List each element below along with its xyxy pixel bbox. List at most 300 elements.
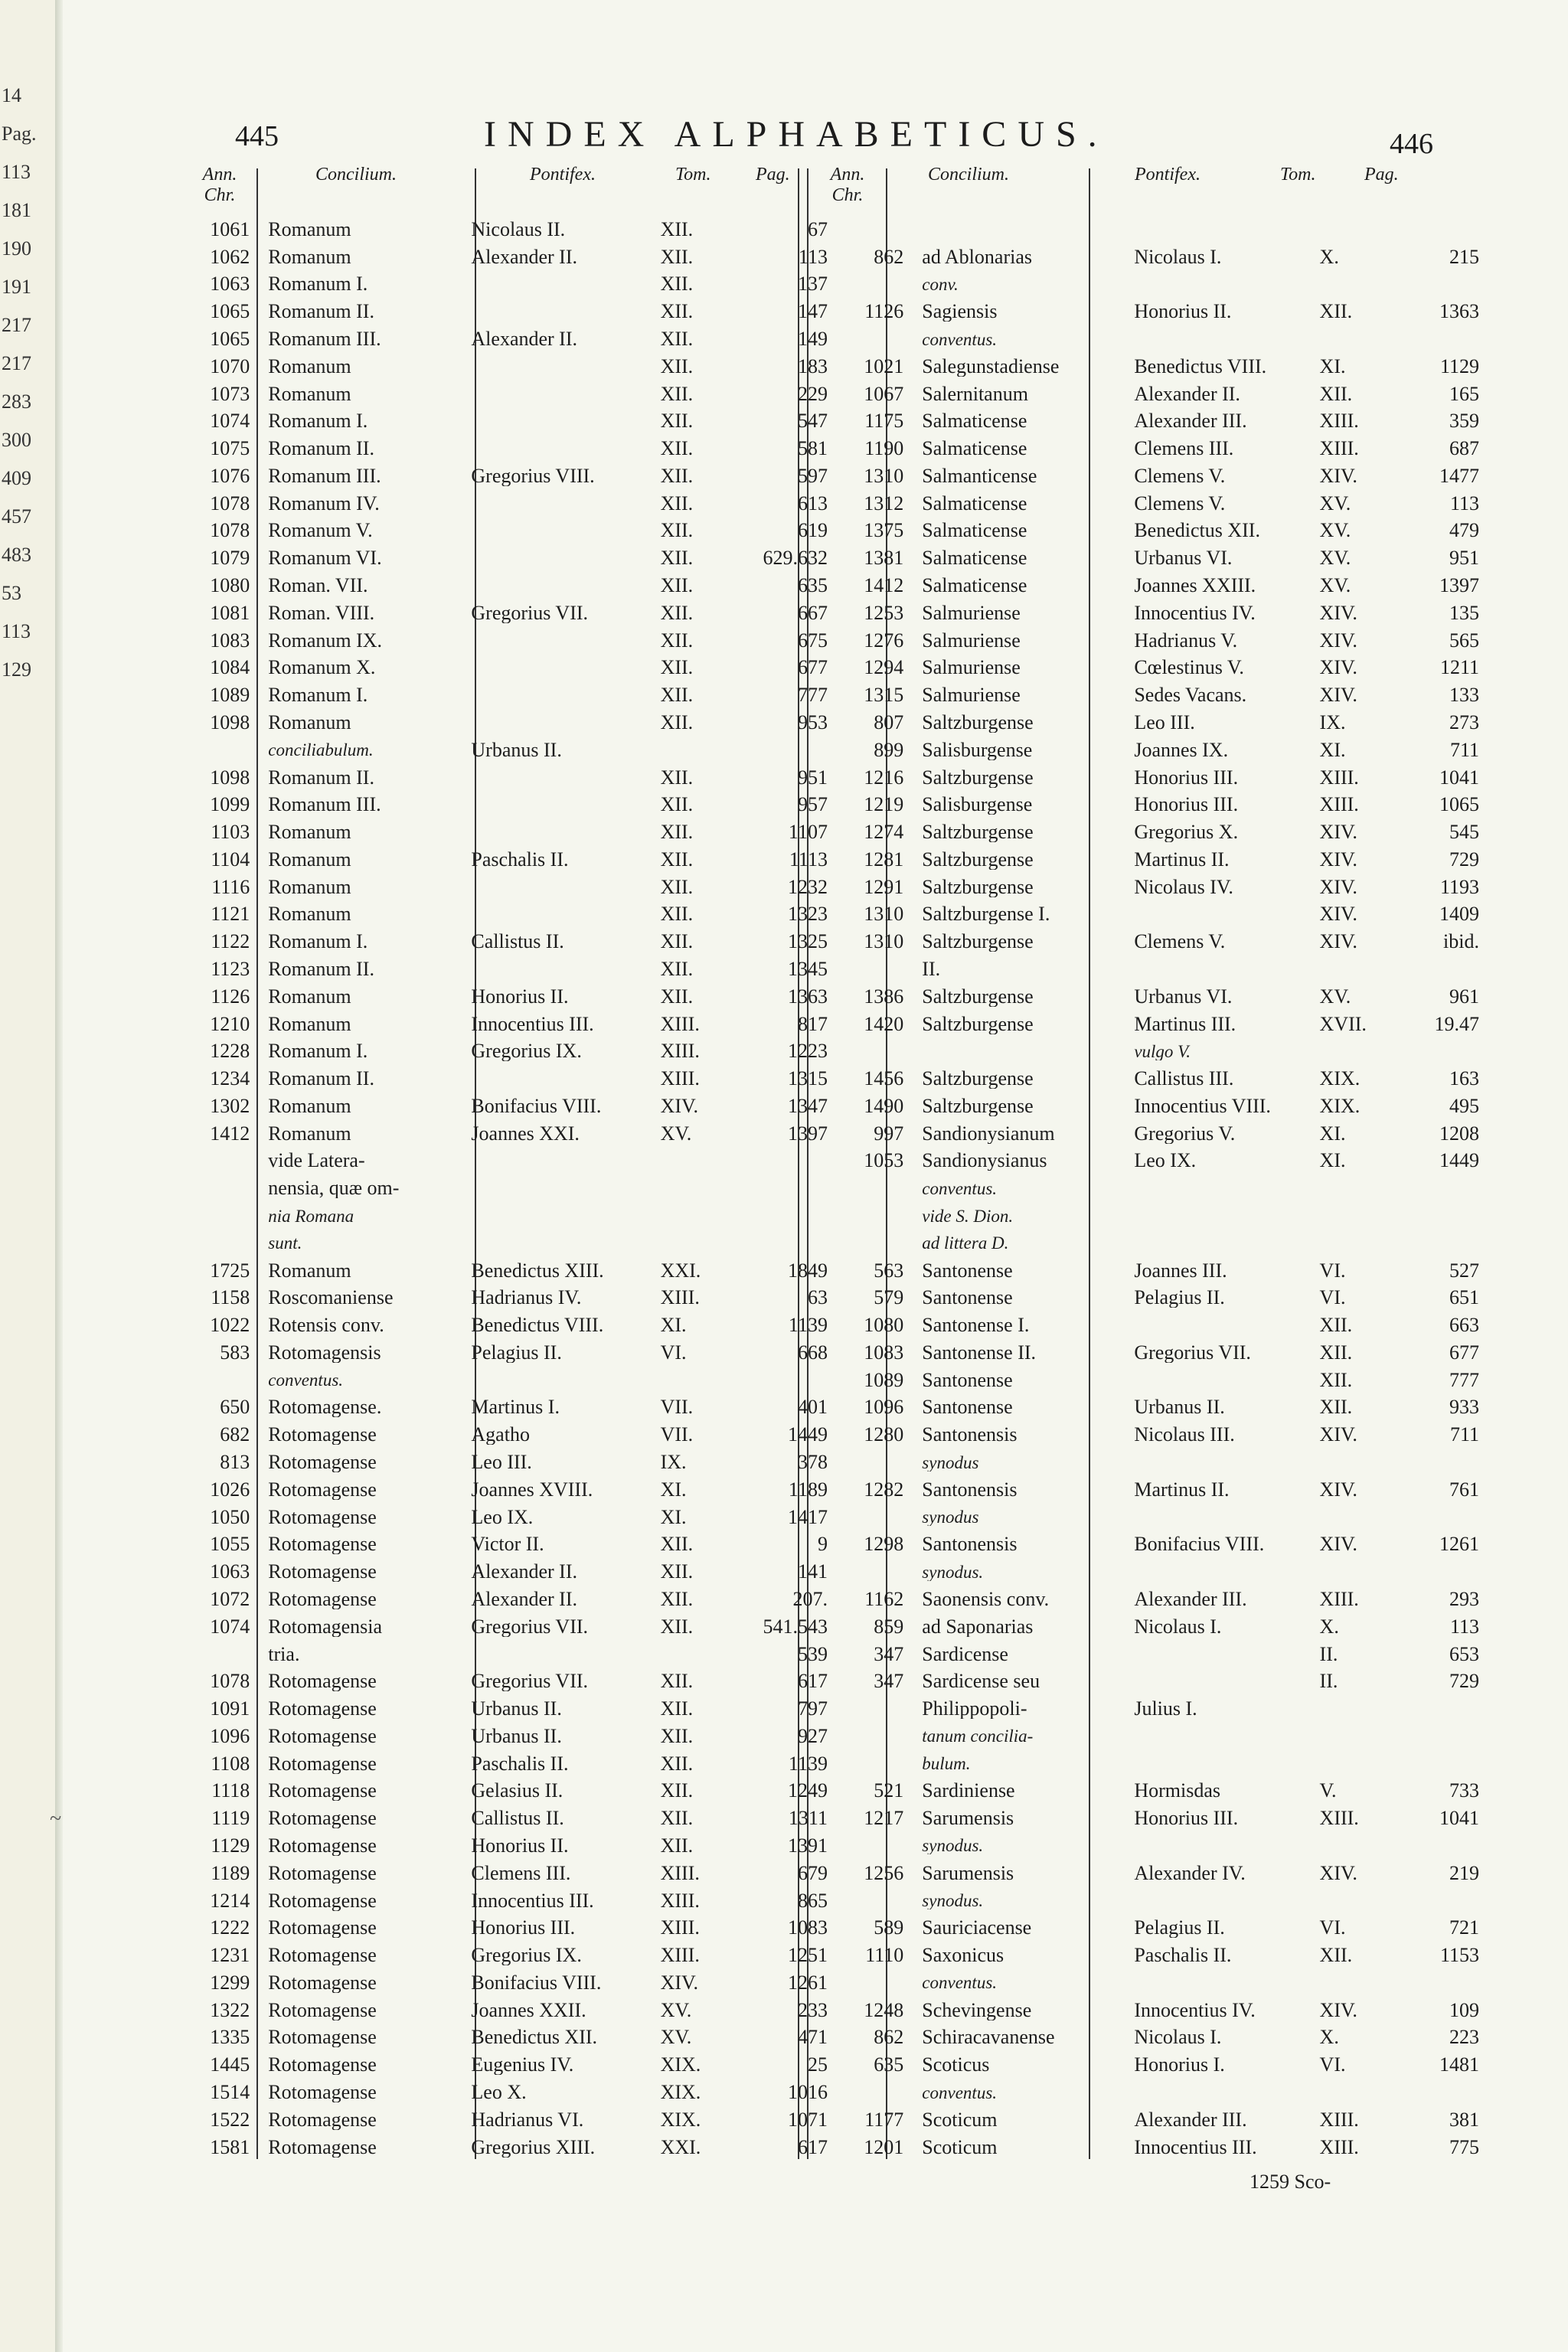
cell-concilium-left: Rotomagense (268, 1479, 377, 1500)
cell-ann-left: 1074 (210, 411, 250, 432)
cell-tom-right: XIV. (1319, 685, 1357, 706)
cell-concilium-left: Romanum (268, 1014, 351, 1034)
cell-ann-left: 1322 (210, 2000, 250, 2020)
cell-concilium-right: Saltzburgense (922, 1096, 1034, 1116)
cell-ann-right: 1201 (864, 2137, 904, 2158)
cell-concilium-left: Roman. VII. (268, 576, 368, 596)
col-head-pag-right: Pag. (1364, 165, 1399, 185)
index-row (178, 1695, 1479, 1723)
cell-tom-left: XII. (660, 685, 694, 706)
cell-concilium-left: Romanum II. (268, 767, 374, 788)
cell-concilium-right: Saltzburgense (922, 877, 1034, 897)
cell-concilium-left: Romanum II. (268, 1069, 374, 1089)
cell-concilium-left: conventus. (268, 1371, 344, 1390)
cell-concilium-right: Sardicense (922, 1644, 1008, 1664)
cell-concilium-right: Saxonicus (922, 1945, 1004, 1966)
index-row (178, 874, 1479, 901)
cell-tom-right: XIV. (1319, 1863, 1357, 1883)
cell-tom-left: XIV. (660, 1972, 698, 1993)
cell-pag-right: 1211 (1439, 658, 1479, 678)
cell-pontifex-left: Clemens III. (471, 1863, 571, 1883)
cell-pontifex-left: Bonifacius VIII. (471, 1972, 602, 1993)
index-row (178, 818, 1479, 846)
cell-ann-right: 1177 (864, 2109, 904, 2130)
cell-pag-left: 1347 (787, 1096, 828, 1116)
cell-concilium-right: Santonensis (922, 1479, 1018, 1500)
cell-ann-left: 1078 (210, 1671, 250, 1692)
cell-pag-left: 1849 (787, 1260, 828, 1281)
cell-concilium-right: Santonense (922, 1260, 1013, 1281)
cell-concilium-right: Saltzburgense (922, 712, 1034, 733)
cell-tom-left: XI. (660, 1507, 687, 1527)
cell-pag-left: 378 (797, 1452, 828, 1473)
cell-concilium-right: Salmaticense (922, 521, 1027, 541)
cell-concilium-left: Rotomagense (268, 1918, 377, 1939)
cell-tom-right: XIX. (1319, 1069, 1361, 1089)
cell-pontifex-left: Paschalis II. (471, 849, 569, 870)
cell-pontifex-right: Honorius III. (1134, 767, 1239, 788)
cell-pag-left: 668 (797, 1342, 828, 1363)
cell-pontifex-left: Leo IX. (471, 1507, 534, 1527)
cell-ann-left: 1228 (210, 1041, 250, 1062)
cell-concilium-right: Saltzburgense (922, 849, 1034, 870)
cell-pag-left: 957 (797, 795, 828, 815)
cell-pontifex-left: Hadrianus VI. (471, 2109, 584, 2130)
cell-tom-left: XV. (660, 2000, 692, 2020)
cell-ann-right: 1067 (864, 384, 904, 404)
cell-pontifex-right: Honorius I. (1134, 2055, 1225, 2076)
cell-pontifex-left: Honorius II. (471, 1835, 569, 1856)
cell-ann-right: 563 (874, 1260, 904, 1281)
cell-ann-left: 1129 (211, 1835, 250, 1856)
cell-pontifex-right: Joannes III. (1134, 1260, 1227, 1281)
cell-pontifex-left: Bonifacius VIII. (471, 1096, 602, 1116)
cell-tom-right: VI. (1319, 1260, 1346, 1281)
cell-pag-right: 19.47 (1434, 1014, 1479, 1034)
prev-page-number: 113 (2, 161, 31, 183)
cell-ann-left: 1214 (210, 1890, 250, 1911)
cell-pontifex-right: Paschalis II. (1134, 1945, 1232, 1966)
cell-pag-left: 233 (797, 2000, 828, 2020)
cell-ann-left: 1063 (210, 1562, 250, 1583)
cell-pag-left: 149 (797, 329, 828, 350)
cell-concilium-right: Sauriciacense (922, 1918, 1032, 1939)
cell-pag-right: 223 (1449, 2027, 1479, 2048)
cell-tom-left: XII. (660, 493, 694, 514)
cell-pontifex-right: Innocentius IV. (1134, 603, 1256, 623)
cell-concilium-left: Romanum (268, 247, 351, 267)
cell-ann-right: 589 (874, 1918, 904, 1939)
index-row (178, 1805, 1479, 1832)
index-row (178, 1641, 1479, 1668)
cell-tom-right: XIV. (1319, 904, 1357, 925)
cell-tom-left: XII. (660, 356, 694, 377)
cell-concilium-left: Rotomagense (268, 2137, 377, 2158)
cell-pontifex-right: Clemens III. (1134, 439, 1234, 459)
index-row (178, 1750, 1479, 1778)
cell-concilium-right: ad Ablonarias (922, 247, 1032, 267)
cell-pag-right: 495 (1449, 1096, 1479, 1116)
cell-ann-right: 579 (874, 1288, 904, 1308)
cell-pontifex-right: Urbanus VI. (1134, 548, 1233, 569)
cell-pontifex-left: Paschalis II. (471, 1753, 569, 1774)
cell-concilium-left: Rotomagense (268, 1507, 377, 1527)
cell-concilium-left: Romanum I. (268, 411, 368, 432)
cell-ann-left: 1076 (210, 466, 250, 486)
cell-tom-left: XXI. (660, 2137, 701, 2158)
cell-ann-left: 1075 (210, 439, 250, 459)
cell-pontifex-right: Clemens V. (1134, 932, 1226, 952)
cell-tom-left: XII. (660, 767, 694, 788)
cell-concilium-right: Salernitanum (922, 384, 1028, 404)
cell-pag-left: 617 (797, 1671, 828, 1692)
cell-concilium-right: Salmanticense (922, 466, 1037, 486)
cell-pag-right: 113 (1449, 1616, 1479, 1637)
cell-tom-left: XI. (660, 1479, 687, 1500)
index-row (178, 1394, 1479, 1422)
cell-pontifex-right: Alexander III. (1134, 1589, 1247, 1609)
cell-concilium-left: Rotomagensia (268, 1616, 383, 1637)
cell-concilium-right: Schiracavanense (922, 2027, 1055, 2048)
cell-tom-right: XV. (1319, 986, 1351, 1007)
cell-tom-right: XV. (1319, 576, 1351, 596)
cell-pag-left: 1139 (788, 1315, 828, 1336)
cell-concilium-left: Romanum I. (268, 685, 368, 706)
index-row (178, 2024, 1479, 2052)
cell-tom-left: XII. (660, 1616, 694, 1637)
cell-tom-left: XII. (660, 959, 694, 979)
cell-pag-left: 1391 (787, 1835, 828, 1856)
cell-concilium-left: Rotomagense. (268, 1397, 382, 1418)
index-row (178, 627, 1479, 655)
right-page-number: 446 (1390, 128, 1433, 160)
cell-concilium-left: Roscomaniense (268, 1288, 394, 1308)
cell-pontifex-right: Nicolaus IV. (1134, 877, 1233, 897)
cell-tom-right: XIII. (1319, 1589, 1359, 1609)
cell-tom-left: XII. (660, 849, 694, 870)
cell-pontifex-right: Innocentius III. (1134, 2137, 1257, 2158)
cell-pag-left: 1107 (788, 822, 828, 843)
prev-page-number: 409 (2, 467, 31, 489)
cell-pontifex-left: Leo X. (471, 2082, 527, 2103)
cell-ann-left: 1062 (210, 247, 250, 267)
prev-page-number: 181 (2, 199, 31, 221)
cell-tom-left: XII. (660, 219, 694, 240)
cell-pontifex-left: Leo III. (471, 1452, 532, 1473)
cell-tom-right: XII. (1319, 1315, 1353, 1336)
previous-page-edge (0, 0, 55, 2352)
cell-concilium-left: Rotomagense (268, 1562, 377, 1583)
cell-pontifex-left: Urbanus II. (471, 1726, 562, 1746)
cell-pontifex-right: Gregorius VII. (1134, 1342, 1251, 1363)
cell-concilium-right: Scoticum (922, 2109, 998, 2130)
cell-tom-left: XII. (660, 439, 694, 459)
cell-concilium-left: Romanum III. (268, 795, 381, 815)
cell-ann-right: 347 (874, 1644, 904, 1664)
cell-pontifex-right: Nicolaus I. (1134, 2027, 1222, 2048)
cell-concilium-right: Saltzburgense (922, 1069, 1034, 1089)
cell-ann-right: 1298 (864, 1534, 904, 1555)
cell-concilium-right: Santonense II. (922, 1342, 1037, 1363)
cell-pontifex-left: Callistus II. (471, 1808, 564, 1829)
cell-ann-left: 583 (220, 1342, 250, 1363)
cell-concilium-left: Rotomagense (268, 1671, 377, 1692)
index-row (178, 1339, 1479, 1367)
index-row (178, 1558, 1479, 1586)
cell-ann-left: 1078 (210, 521, 250, 541)
cell-concilium-left: Romanum II. (268, 439, 374, 459)
cell-tom-right: XIV. (1319, 630, 1357, 651)
cell-pag-right: 165 (1449, 384, 1479, 404)
cell-tom-right: XI. (1319, 356, 1346, 377)
cell-tom-left: XII. (660, 822, 694, 843)
cell-ann-right: 1110 (865, 1945, 904, 1966)
cell-concilium-left: Romanum (268, 822, 351, 843)
cell-concilium-left: nia Romana (268, 1207, 354, 1225)
cell-tom-right: XIV. (1319, 603, 1357, 623)
cell-pag-right: 687 (1449, 439, 1479, 459)
cell-ann-left: 1084 (210, 658, 250, 678)
cell-pag-right: 653 (1449, 1644, 1479, 1664)
cell-pag-left: 951 (797, 767, 828, 788)
cell-pontifex-right: Innocentius IV. (1134, 2000, 1256, 2020)
cell-concilium-right: Santonense I. (922, 1315, 1030, 1336)
cell-pontifex-right: Gregorius X. (1134, 822, 1239, 843)
cell-pontifex-right: Honorius II. (1134, 302, 1232, 322)
cell-pag-right: 133 (1449, 685, 1479, 706)
cell-concilium-left: Rotomagense (268, 1863, 377, 1883)
cell-pag-right: 219 (1449, 1863, 1479, 1883)
cell-concilium-left: Rotomagensis (268, 1342, 381, 1363)
cell-pag-right: 1041 (1439, 1808, 1479, 1829)
cell-concilium-right: conventus. (922, 2083, 998, 2102)
prev-page-number: 191 (2, 276, 31, 298)
cell-pag-left: 635 (797, 576, 828, 596)
cell-pag-left: 1251 (787, 1945, 828, 1966)
cell-tom-left: XII. (660, 1589, 694, 1609)
cell-tom-left: XIX. (660, 2109, 701, 2130)
index-row (178, 1230, 1479, 1257)
cell-concilium-left: Rotomagense (268, 2027, 377, 2048)
cell-pag-left: 1345 (787, 959, 828, 979)
index-row (178, 599, 1479, 627)
index-row (178, 1449, 1479, 1476)
cell-ann-right: 1126 (864, 302, 904, 322)
cell-pontifex-right: Julius I. (1134, 1699, 1197, 1720)
cell-pag-right: 1153 (1439, 1945, 1479, 1966)
col-head-ann-right: Ann. Chr. (830, 165, 865, 205)
cell-ann-right: 1420 (864, 1014, 904, 1034)
cell-pag-left: 25 (807, 2055, 828, 2076)
cell-pag-left: 953 (797, 712, 828, 733)
cell-concilium-right: Saltzburgense (922, 986, 1034, 1007)
cell-ann-left: 1121 (211, 904, 250, 925)
index-row (178, 1312, 1479, 1339)
cell-pontifex-left: Urbanus II. (471, 1699, 562, 1720)
cell-tom-left: XII. (660, 1835, 694, 1856)
cell-concilium-right: conventus. (922, 330, 998, 348)
cell-tom-left: XII. (660, 904, 694, 925)
cell-pontifex-right: Honorius III. (1134, 795, 1239, 815)
cell-concilium-left: Roman. VIII. (268, 603, 375, 623)
cell-pag-right: 677 (1449, 1342, 1479, 1363)
cell-concilium-right: Salmuriense (922, 603, 1021, 623)
prev-page-number: 300 (2, 429, 31, 451)
cell-ann-right: 862 (874, 2027, 904, 2048)
cell-ann-right: 997 (874, 1123, 904, 1144)
cell-ann-right: 1291 (864, 877, 904, 897)
cell-tom-left: XIII. (660, 1014, 700, 1034)
prev-page-number: 457 (2, 505, 31, 528)
cell-ann-left: 1022 (210, 1315, 250, 1336)
cell-tom-left: XII. (660, 1781, 694, 1802)
cell-pontifex-right: Leo III. (1134, 712, 1195, 733)
index-page (63, 0, 1568, 2352)
cell-pontifex-right: Urbanus VI. (1134, 986, 1233, 1007)
cell-pag-right: 113 (1449, 493, 1479, 514)
cell-pag-right: 1065 (1439, 795, 1479, 815)
prev-page-number: 483 (2, 544, 31, 566)
cell-pontifex-left: Alexander II. (471, 329, 578, 350)
cell-pag-right: 527 (1449, 1260, 1479, 1281)
cell-ann-left: 1098 (210, 767, 250, 788)
index-row (178, 655, 1479, 682)
cell-tom-right: XII. (1319, 1397, 1353, 1418)
index-row (178, 271, 1479, 299)
index-row (178, 1969, 1479, 1997)
cell-pag-left: 1139 (788, 1753, 828, 1774)
cell-pontifex-right: Martinus II. (1134, 849, 1230, 870)
index-row (178, 1586, 1479, 1613)
cell-ann-left: 1070 (210, 356, 250, 377)
cell-ann-right: 1217 (864, 1808, 904, 1829)
cell-concilium-right: Saltzburgense (922, 932, 1034, 952)
cell-pontifex-right: Urbanus II. (1134, 1397, 1225, 1418)
cell-ann-right: 1375 (864, 521, 904, 541)
cell-pontifex-right: Nicolaus I. (1134, 247, 1222, 267)
cell-ann-right: 1274 (864, 822, 904, 843)
cell-tom-left: XII. (660, 986, 694, 1007)
cell-concilium-right: Santonense (922, 1370, 1013, 1390)
cell-concilium-right: vide S. Dion. (922, 1207, 1014, 1225)
cell-tom-right: XV. (1319, 521, 1351, 541)
cell-concilium-left: Rotomagense (268, 2082, 377, 2103)
cell-pag-left: 401 (797, 1397, 828, 1418)
cell-pag-left: 539 (797, 1644, 828, 1664)
cell-pontifex-left: Alexander II. (471, 1562, 578, 1583)
cell-ann-left: 1725 (210, 1260, 250, 1281)
cell-pag-left: 1363 (787, 986, 828, 1007)
cell-concilium-left: Romanum V. (268, 521, 373, 541)
prev-page-number: 53 (2, 582, 21, 604)
cell-tom-right: XIII. (1319, 411, 1359, 432)
cell-ann-left: 1222 (210, 1918, 250, 1939)
cell-concilium-left: Rotomagense (268, 1945, 377, 1966)
cell-tom-left: XIV. (660, 1096, 698, 1116)
cell-ann-left: 1061 (210, 219, 250, 240)
cell-pontifex-left: Victor II. (471, 1534, 544, 1555)
cell-pag-left: 229 (797, 384, 828, 404)
cell-tom-left: XII. (660, 274, 694, 295)
cell-concilium-left: Rotomagense (268, 1589, 377, 1609)
index-row (178, 1065, 1479, 1093)
index-row (178, 544, 1479, 572)
cell-concilium-left: Romanum III. (268, 466, 381, 486)
cell-ann-right: 1282 (864, 1479, 904, 1500)
index-row (178, 1476, 1479, 1504)
cell-tom-right: VI. (1319, 1288, 1346, 1308)
cell-ann-left: 1080 (210, 576, 250, 596)
cell-pag-right: 663 (1449, 1315, 1479, 1336)
cell-ann-right: 1162 (864, 1589, 904, 1609)
cell-concilium-left: Romanum IX. (268, 630, 383, 651)
cell-pag-left: 547 (797, 411, 828, 432)
cell-concilium-right: Sardicense seu (922, 1671, 1040, 1692)
cell-concilium-right: Santonensis (922, 1425, 1018, 1446)
cell-tom-right: XII. (1319, 384, 1353, 404)
cell-concilium-right: synodus. (922, 1563, 984, 1581)
index-row (178, 2134, 1479, 2161)
cell-tom-left: XIII. (660, 1918, 700, 1939)
cell-concilium-right: Sarumensis (922, 1808, 1014, 1829)
cell-tom-right: VI. (1319, 1918, 1346, 1939)
cell-concilium-right: Salmuriense (922, 630, 1021, 651)
cell-pontifex-right: vulgo V. (1134, 1042, 1191, 1060)
cell-concilium-right: ad Saponarias (922, 1616, 1034, 1637)
cell-tom-right: XV. (1319, 548, 1351, 569)
cell-concilium-left: Romanum X. (268, 658, 376, 678)
cell-pag-right: 651 (1449, 1288, 1479, 1308)
cell-tom-left: XV. (660, 1123, 692, 1144)
cell-ann-right: 859 (874, 1616, 904, 1637)
index-row (178, 1832, 1479, 1860)
cell-pag-left: 617 (797, 2137, 828, 2158)
cell-concilium-left: Romanum (268, 219, 351, 240)
cell-ann-left: 1050 (210, 1507, 250, 1527)
cell-concilium-right: Sardiniense (922, 1781, 1015, 1802)
cell-tom-left: XII. (660, 1726, 694, 1746)
cell-ann-right: 1310 (864, 466, 904, 486)
cell-pontifex-right: Pelagius II. (1134, 1288, 1225, 1308)
cell-pontifex-right: Clemens V. (1134, 466, 1226, 486)
cell-pag-left: 1249 (787, 1781, 828, 1802)
cell-ann-left: 1122 (211, 932, 250, 952)
index-row (178, 1997, 1479, 2024)
cell-concilium-right: Saltzburgense I. (922, 904, 1050, 925)
cell-tom-right: XIII. (1319, 767, 1359, 788)
cell-tom-right: XIV. (1319, 2000, 1357, 2020)
cell-tom-left: XII. (660, 521, 694, 541)
cell-ann-right: 1175 (864, 411, 904, 432)
index-title: INDEX ALPHABETICUS. (484, 114, 1109, 155)
prev-page-number: 283 (2, 390, 31, 413)
index-row (178, 846, 1479, 874)
cell-pag-left: 1315 (787, 1069, 828, 1089)
cell-ann-left: 1104 (211, 849, 250, 870)
cell-tom-left: XII. (660, 329, 694, 350)
index-row (178, 490, 1479, 518)
cell-concilium-left: Rotomagense (268, 1534, 377, 1555)
index-row (178, 298, 1479, 325)
cell-ann-left: 1078 (210, 493, 250, 514)
cell-pag-right: 1041 (1439, 767, 1479, 788)
cell-pag-left: 9 (817, 1534, 828, 1555)
cell-ann-right: 1080 (864, 1315, 904, 1336)
cell-tom-left: XXI. (660, 1260, 701, 1281)
cell-ann-left: 1026 (210, 1479, 250, 1500)
cell-concilium-right: bulum. (922, 1755, 971, 1773)
index-row (178, 1887, 1479, 1915)
